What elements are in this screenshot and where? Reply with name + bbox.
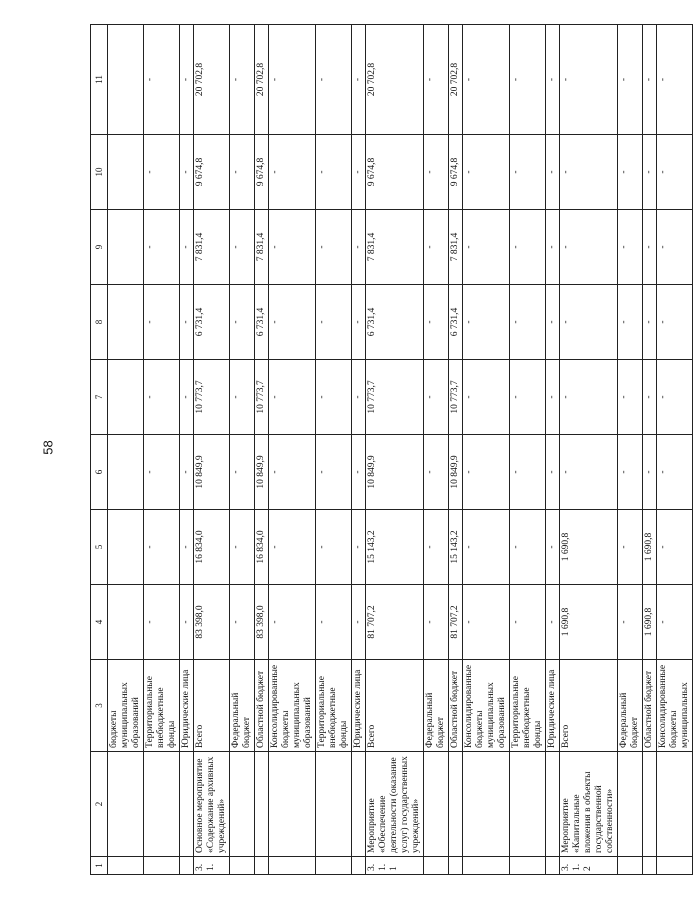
value-cell: - <box>560 135 618 210</box>
value-cell: 1 690,8 <box>643 585 657 660</box>
value-cell: 83 398,0 <box>255 585 269 660</box>
value-cell: - <box>424 135 449 210</box>
value-cell: - <box>230 135 255 210</box>
table-row <box>255 25 269 875</box>
value-cell: - <box>618 210 643 285</box>
row-number-cell: 3.1.2 <box>560 857 618 875</box>
value-cell: - <box>230 285 255 360</box>
measure-name-cell <box>510 752 546 857</box>
rotated-table-container <box>90 25 690 875</box>
value-cell: - <box>657 285 693 360</box>
value-cell: - <box>510 510 546 585</box>
table-row <box>230 25 255 875</box>
table-body <box>108 25 693 875</box>
table-row <box>108 25 144 875</box>
table-row <box>366 25 424 875</box>
table-row <box>643 25 657 875</box>
value-cell: - <box>424 285 449 360</box>
value-cell: - <box>144 285 180 360</box>
value-cell <box>108 435 144 510</box>
value-cell: - <box>144 510 180 585</box>
value-cell: 10 773,7 <box>194 360 230 435</box>
value-cell: - <box>352 510 366 585</box>
value-cell: - <box>546 25 560 135</box>
measure-name-cell <box>144 752 180 857</box>
value-cell: 7 831,4 <box>255 210 269 285</box>
value-cell: - <box>144 435 180 510</box>
value-cell: 10 773,7 <box>255 360 269 435</box>
value-cell: - <box>546 435 560 510</box>
row-number-cell: 3.1. <box>194 857 230 875</box>
value-cell: - <box>618 435 643 510</box>
row-number-cell <box>108 857 144 875</box>
table-row <box>618 25 643 875</box>
header-cell: 9 <box>91 210 108 285</box>
value-cell: - <box>560 210 618 285</box>
table-row <box>352 25 366 875</box>
row-number-cell <box>643 857 657 875</box>
table-row <box>194 25 230 875</box>
measure-name-cell <box>230 752 255 857</box>
row-number-cell <box>255 857 269 875</box>
value-cell: 6 731,4 <box>366 285 424 360</box>
value-cell: - <box>144 585 180 660</box>
table-row <box>546 25 560 875</box>
value-cell: - <box>269 435 316 510</box>
value-cell: - <box>230 210 255 285</box>
funding-source-cell: Консолидированные бюджеты муниципальных образований <box>463 660 510 752</box>
measure-name-cell <box>180 752 194 857</box>
value-cell: - <box>352 210 366 285</box>
value-cell: - <box>424 510 449 585</box>
value-cell: - <box>316 135 352 210</box>
header-cell: 1 <box>91 857 108 875</box>
table-row <box>316 25 352 875</box>
value-cell: 6 731,4 <box>255 285 269 360</box>
value-cell: - <box>230 510 255 585</box>
row-number-cell <box>230 857 255 875</box>
value-cell: - <box>510 25 546 135</box>
value-cell: - <box>657 135 693 210</box>
value-cell: 20 702,8 <box>366 25 424 135</box>
value-cell: - <box>463 510 510 585</box>
value-cell: 15 143,2 <box>366 510 424 585</box>
header-cell: 2 <box>91 752 108 857</box>
value-cell: - <box>180 510 194 585</box>
funding-source-cell: Юридические лица <box>352 660 366 752</box>
value-cell: - <box>352 25 366 135</box>
value-cell: - <box>352 285 366 360</box>
value-cell: - <box>560 360 618 435</box>
row-number-cell <box>424 857 449 875</box>
measure-name-cell <box>657 752 693 857</box>
measure-name-cell: Мероприятие «Обеспечение деятельности (оказание услуг) государственных учреждений» <box>366 752 424 857</box>
value-cell: - <box>180 360 194 435</box>
measure-name-cell <box>255 752 269 857</box>
measure-name-cell <box>352 752 366 857</box>
measure-name-cell <box>618 752 643 857</box>
row-number-cell <box>316 857 352 875</box>
value-cell: - <box>510 360 546 435</box>
value-cell: - <box>352 435 366 510</box>
value-cell: - <box>657 360 693 435</box>
value-cell: - <box>144 360 180 435</box>
header-cell: 8 <box>91 285 108 360</box>
value-cell: - <box>144 135 180 210</box>
measure-name-cell <box>546 752 560 857</box>
value-cell <box>108 210 144 285</box>
value-cell <box>108 585 144 660</box>
row-number-cell <box>657 857 693 875</box>
value-cell: - <box>316 435 352 510</box>
value-cell: - <box>230 25 255 135</box>
value-cell: - <box>560 435 618 510</box>
value-cell: - <box>546 210 560 285</box>
row-number-cell <box>269 857 316 875</box>
value-cell: 20 702,8 <box>194 25 230 135</box>
value-cell: - <box>269 25 316 135</box>
value-cell: - <box>230 585 255 660</box>
value-cell: - <box>643 210 657 285</box>
measure-name-cell <box>269 752 316 857</box>
value-cell: - <box>144 25 180 135</box>
row-number-cell: 3.1.1 <box>366 857 424 875</box>
value-cell: - <box>230 360 255 435</box>
funding-source-cell: Федеральный бюджет <box>618 660 643 752</box>
value-cell: 7 831,4 <box>194 210 230 285</box>
value-cell: - <box>510 585 546 660</box>
value-cell: - <box>560 25 618 135</box>
value-cell: - <box>180 210 194 285</box>
funding-source-cell: Всего <box>194 660 230 752</box>
value-cell: 9 674,8 <box>449 135 463 210</box>
value-cell: - <box>180 285 194 360</box>
value-cell: - <box>643 25 657 135</box>
value-cell: - <box>180 25 194 135</box>
funding-source-cell: Областной бюджет <box>643 660 657 752</box>
header-cell: 3 <box>91 660 108 752</box>
value-cell: 1 690,8 <box>643 510 657 585</box>
funding-source-cell: Территориальные внебюджетные фонды <box>316 660 352 752</box>
table-row <box>510 25 546 875</box>
value-cell: - <box>424 360 449 435</box>
value-cell: 10 849,9 <box>255 435 269 510</box>
value-cell: - <box>180 585 194 660</box>
value-cell: - <box>618 510 643 585</box>
value-cell: - <box>618 285 643 360</box>
row-number-cell <box>449 857 463 875</box>
funding-source-cell: Всего <box>560 660 618 752</box>
row-number-cell <box>546 857 560 875</box>
value-cell: - <box>657 585 693 660</box>
value-cell: - <box>618 25 643 135</box>
funding-source-cell: Юридические лица <box>546 660 560 752</box>
value-cell: - <box>546 360 560 435</box>
value-cell <box>108 285 144 360</box>
value-cell: - <box>463 25 510 135</box>
funding-source-cell: Областной бюджет <box>255 660 269 752</box>
value-cell: - <box>269 585 316 660</box>
measure-name-cell <box>108 752 144 857</box>
measure-name-cell <box>643 752 657 857</box>
value-cell: - <box>510 135 546 210</box>
value-cell: - <box>657 210 693 285</box>
value-cell: - <box>463 135 510 210</box>
value-cell: - <box>230 435 255 510</box>
value-cell: - <box>316 585 352 660</box>
funding-source-cell: Консолидированные бюджеты муниципальных <box>657 660 693 752</box>
value-cell: - <box>269 285 316 360</box>
table-row <box>180 25 194 875</box>
value-cell: - <box>643 135 657 210</box>
table-row <box>657 25 693 875</box>
row-number-cell <box>144 857 180 875</box>
value-cell: - <box>643 285 657 360</box>
value-cell: - <box>510 210 546 285</box>
value-cell: 81 707,2 <box>366 585 424 660</box>
value-cell: 10 773,7 <box>366 360 424 435</box>
header-cell: 7 <box>91 360 108 435</box>
value-cell: 7 831,4 <box>366 210 424 285</box>
value-cell: - <box>643 360 657 435</box>
header-cell: 6 <box>91 435 108 510</box>
value-cell: - <box>269 135 316 210</box>
value-cell: 10 849,9 <box>366 435 424 510</box>
value-cell: - <box>546 585 560 660</box>
value-cell: 16 834,0 <box>255 510 269 585</box>
value-cell: 15 143,2 <box>449 510 463 585</box>
page-number: 58 <box>40 440 56 455</box>
funding-source-cell: Территориальные внебюджетные фонды <box>510 660 546 752</box>
value-cell: - <box>657 510 693 585</box>
header-row <box>91 25 108 875</box>
table-row <box>560 25 618 875</box>
table-row <box>269 25 316 875</box>
value-cell: - <box>560 285 618 360</box>
value-cell: 20 702,8 <box>255 25 269 135</box>
value-cell: - <box>352 585 366 660</box>
value-cell: - <box>463 285 510 360</box>
funding-source-cell: Территориальные внебюджетные фонды <box>144 660 180 752</box>
value-cell: 9 674,8 <box>366 135 424 210</box>
row-number-cell <box>352 857 366 875</box>
table-row <box>144 25 180 875</box>
value-cell: - <box>316 510 352 585</box>
table-row <box>424 25 449 875</box>
value-cell: 10 849,9 <box>194 435 230 510</box>
value-cell: - <box>463 360 510 435</box>
value-cell <box>108 25 144 135</box>
funding-source-cell: Всего <box>366 660 424 752</box>
value-cell: - <box>618 360 643 435</box>
value-cell: - <box>657 25 693 135</box>
value-cell: 20 702,8 <box>449 25 463 135</box>
measure-name-cell <box>424 752 449 857</box>
measure-name-cell <box>449 752 463 857</box>
value-cell <box>108 360 144 435</box>
value-cell: - <box>316 210 352 285</box>
value-cell: - <box>316 25 352 135</box>
table-row <box>449 25 463 875</box>
value-cell: - <box>180 135 194 210</box>
header-cell: 10 <box>91 135 108 210</box>
value-cell: 6 731,4 <box>449 285 463 360</box>
value-cell: - <box>510 285 546 360</box>
funding-source-cell: Федеральный бюджет <box>424 660 449 752</box>
value-cell: - <box>352 135 366 210</box>
measure-name-cell <box>316 752 352 857</box>
value-cell: - <box>546 510 560 585</box>
value-cell: - <box>463 435 510 510</box>
header-cell: 5 <box>91 510 108 585</box>
value-cell <box>108 510 144 585</box>
funding-source-cell: Областной бюджет <box>449 660 463 752</box>
header-cell: 4 <box>91 585 108 660</box>
value-cell: - <box>618 135 643 210</box>
value-cell: - <box>269 360 316 435</box>
value-cell: - <box>316 285 352 360</box>
value-cell: - <box>546 285 560 360</box>
value-cell: - <box>424 585 449 660</box>
value-cell: 9 674,8 <box>255 135 269 210</box>
value-cell: - <box>463 210 510 285</box>
value-cell: - <box>144 210 180 285</box>
value-cell: 83 398,0 <box>194 585 230 660</box>
row-number-cell <box>463 857 510 875</box>
value-cell: - <box>510 435 546 510</box>
value-cell: - <box>424 25 449 135</box>
table-row <box>463 25 510 875</box>
funding-source-cell: Консолидированные бюджеты муниципальных образований <box>269 660 316 752</box>
value-cell: - <box>463 585 510 660</box>
measure-name-cell: Мероприятие «Капитальные вложения в объекты государственной собственности» <box>560 752 618 857</box>
value-cell: - <box>643 435 657 510</box>
value-cell: - <box>546 135 560 210</box>
value-cell: 16 834,0 <box>194 510 230 585</box>
value-cell: 1 690,8 <box>560 510 618 585</box>
value-cell: 81 707,2 <box>449 585 463 660</box>
budget-table <box>90 24 693 875</box>
value-cell: 9 674,8 <box>194 135 230 210</box>
value-cell: - <box>424 210 449 285</box>
value-cell: 10 773,7 <box>449 360 463 435</box>
value-cell: - <box>269 210 316 285</box>
value-cell <box>108 135 144 210</box>
row-number-cell <box>180 857 194 875</box>
funding-source-cell: бюджеты муниципальных образований <box>108 660 144 752</box>
value-cell: - <box>269 510 316 585</box>
value-cell: - <box>618 585 643 660</box>
row-number-cell <box>618 857 643 875</box>
value-cell: 10 849,9 <box>449 435 463 510</box>
funding-source-cell: Федеральный бюджет <box>230 660 255 752</box>
header-cell: 11 <box>91 25 108 135</box>
funding-source-cell: Юридические лица <box>180 660 194 752</box>
row-number-cell <box>510 857 546 875</box>
value-cell: - <box>316 360 352 435</box>
value-cell: - <box>352 360 366 435</box>
value-cell: - <box>180 435 194 510</box>
value-cell: 7 831,4 <box>449 210 463 285</box>
measure-name-cell <box>463 752 510 857</box>
value-cell: 6 731,4 <box>194 285 230 360</box>
value-cell: 1 690,8 <box>560 585 618 660</box>
value-cell: - <box>657 435 693 510</box>
value-cell: - <box>424 435 449 510</box>
measure-name-cell: Основное мероприятие «Содержание архивных учреждений» <box>194 752 230 857</box>
